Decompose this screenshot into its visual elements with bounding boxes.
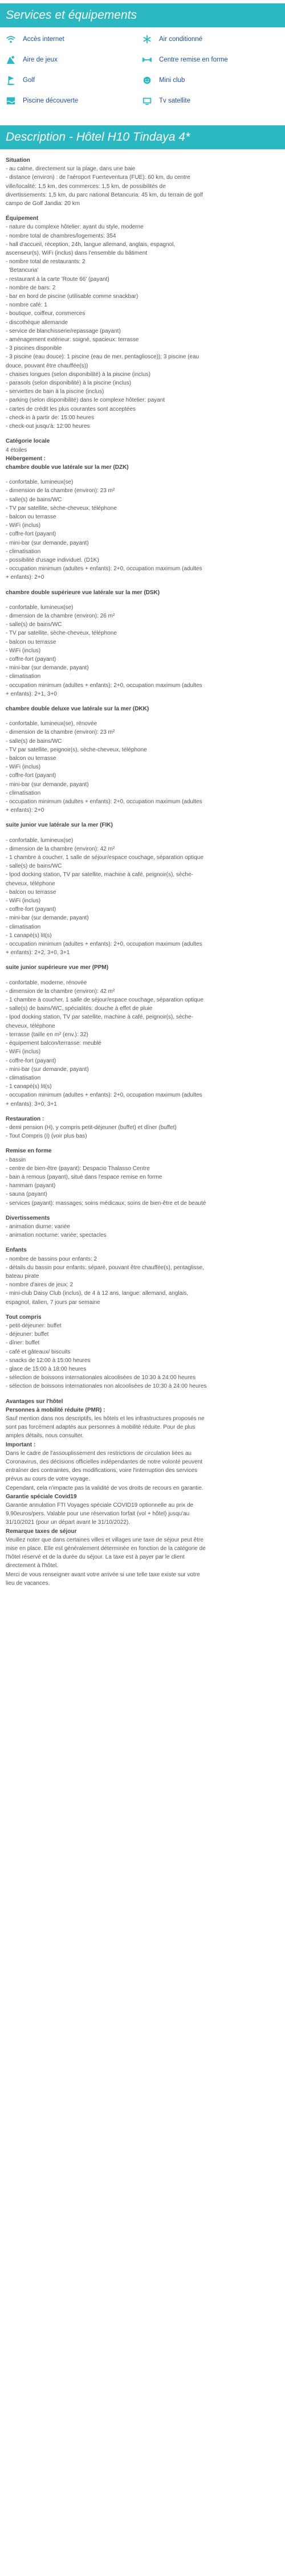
text-line: - au calme, directement sur la plage, dans une baie [6,166,136,173]
text-line: - nombre d'aires de jeux: 2 [6,1282,74,1289]
description-title: Description - Hôtel H10 Tindaya 4* [0,125,285,149]
text-line: - coffre-fort (payant) [6,1057,56,1064]
section-heading: chambre double vue latérale sur la mer (DZK) [6,464,129,471]
text-line: - confortable, lumineux(se) [6,604,74,611]
section-heading: Remise en forme [6,1148,52,1155]
text-line: - salle(s) de bains/WC [6,738,62,745]
text-line: - climatisation [6,790,41,796]
text-line: - sélection de boissons internationales non alcoolisées de 10:30 à 24:00 heures [6,1383,207,1390]
text-line: - climatisation [6,1074,41,1081]
text-line: cheveux, téléphone [6,880,55,887]
text-line: - 3 piscines disponible [6,345,62,352]
text-line: mise en place. Elle est généralement déterminée en fonction de la catégorie de [6,1545,206,1552]
text-line: - balcon ou terrasse [6,755,56,762]
text-line: - terrasse (taille en m² (env.): 32) [6,1031,88,1038]
section-heading: suite junior vue latérale sur la mer (FIK) [6,822,113,829]
text-line: - dimension de la chambre (environ): 42 m² [6,845,115,852]
tv-icon [142,96,152,106]
golf-icon [6,75,16,85]
text-line: - sauna (payant) [6,1191,47,1198]
text-line: 31/10/2021 (pour un départ avant le 31/10/2022). [6,1519,130,1526]
text-line: - WiFi (inclus) [6,898,41,905]
section-heading: suite junior supérieure vue mer (PPM) [6,964,109,971]
section-heading: Personnes à mobilité réduite (PMR) : [6,1406,105,1413]
spacer [6,472,279,478]
text-line: - confortable, lumineux(se) [6,837,74,844]
service-label: Tv satellite [159,97,190,104]
text-line: - 1 chambre à coucher, 1 salle de séjour/espace couchage, séparation optique [6,997,203,1004]
text-line: - WiFi (inclus) [6,647,41,654]
snowflake-icon [142,34,152,44]
text-line: espagnol, italien, 7 jours par semaine [6,1299,100,1306]
section-heading: Enfants [6,1247,27,1254]
text-line: ascenseur(s), WiFi (inclus) dans l'ensemble du bâtiment [6,250,148,257]
text-line: - TV par satellite, peignoir(s), sèche-cheveux, téléphone [6,746,147,753]
text-line: - mini-bar (sur demande, payant) [6,1066,89,1073]
text-line: - nature du complexe hôtelier: ayant du style, moderne [6,224,144,231]
text-line: - Ipod docking station, TV par satellite, machine à café, peignoir(s), sèche- [6,872,193,878]
text-line: - animation diurne: variée [6,1223,70,1230]
text-line: - mini-club Daisy Club (inclus), de 4 à 12 ans, langue: allemand, anglais, [6,1290,189,1297]
text-line: - coffre-fort (payant) [6,656,56,663]
text-line: 'Betancuria' [6,267,39,274]
service-item [142,96,278,106]
text-line: - dimension de la chambre (environ): 23 m² [6,729,115,736]
spacer [6,830,279,836]
text-line: - serviettes de bain à la piscine (inclus) [6,389,104,395]
text-line: - discothèque allemande [6,319,68,326]
spacer [6,1240,279,1246]
text-line: - dîner: buffet [6,1340,40,1347]
service-item [142,75,278,85]
description-section [0,125,285,1588]
text-line: - parking (selon disponibilité) dans le complexe hôtelier: payant [6,397,165,404]
text-line: - dimension de la chambre (environ): 26 m² [6,612,115,619]
text-line: - chaises longues (selon disponibilité) à la piscine (inclus) [6,371,151,378]
text-line: + enfants): 3+0, 3+1 [6,1101,57,1107]
text-line: amples détails, nous consulter. [6,1433,84,1440]
text-line: - WiFi (inclus) [6,522,41,529]
text-line: Cependant, cela n'impacte pas la validité de vos droits de recours en garantie. [6,1485,203,1491]
text-line: - petit-déjeuner: buffet [6,1322,62,1329]
dumbbell-icon [142,55,152,65]
section-heading: Divertissements [6,1215,50,1221]
text-line: - 3 piscine (eau douce): 1 piscine (eau de mer, pentagliosce)); 3 piscine (eau [6,354,199,361]
text-line: entraîner des contraintes, des modifications, voire l'interruption des services [6,1467,197,1474]
text-line: campo de Golf Jandia: 20 km [6,201,80,207]
text-line: Dans le cadre de l'assouplissement des restrictions de circulation liées au [6,1450,192,1457]
text-line: - mini-bar (sur demande, payant) [6,539,89,546]
spacer [6,1391,279,1397]
text-line: - boutique, coiffeur, commerces [6,310,85,317]
text-line: - service de blanchisserie/repassage (payant) [6,328,121,334]
service-item [142,55,278,65]
text-line: - occupation minimum (adultes + enfants): 2+0, occupation maximum (adultes [6,799,202,805]
text-line: + enfants): 2+2, 3+0, 3+1 [6,950,70,956]
text-line: - possibilité d'usage individuel. (D1K) [6,557,99,563]
text-line: - TV par satellite, sèche-cheveux, téléphone [6,505,117,512]
text-line: - détails du bassin pour enfants: séparé, pouvant être chauffée(s), pentaglisse, [6,1264,204,1271]
text-line: cheveux, téléphone [6,1023,55,1029]
text-line: - mini-bar (sur demande, payant) [6,781,89,788]
spacer [6,1307,279,1313]
text-line: - balcon ou terrasse [6,889,56,896]
section-heading: Remarque taxes de séjour [6,1528,77,1535]
text-line: - check-out jusqu'à: 12:00 heures [6,423,90,430]
text-line: + enfants): 2+0 [6,574,44,581]
section-heading: Situation [6,157,30,163]
text-line: - hammam (payant) [6,1183,56,1189]
text-line: - check-in à partir de: 15:00 heures [6,414,95,421]
service-item [6,55,142,65]
text-line: - WiFi (inclus) [6,1049,41,1056]
service-label: Piscine découverte [23,97,79,104]
spacer [6,815,279,821]
wifi-icon [6,34,16,44]
description-body [0,156,285,1588]
text-line: Veuillez noter que dans certaines villes et villages une taxe de séjour peut être [6,1536,203,1543]
text-line: - coffre-fort (payant) [6,531,56,538]
text-line: - animation nocturne: variée; spectacles [6,1232,107,1239]
text-line: sont pas forcément adaptés aux personnes à mobilité réduite. Pour de plus [6,1424,196,1431]
service-item [142,34,278,44]
text-line: bateau pirate [6,1273,39,1279]
text-line: - climatisation [6,548,41,555]
text-line: - balcon ou terrasse [6,639,56,645]
service-item [6,34,142,44]
text-line: - restaurant à la carte 'Route 66' (payant) [6,276,109,283]
text-line: - nombre café: 1 [6,302,47,309]
section-heading: Tout compris [6,1314,42,1320]
services-title: Services et équipements [0,3,285,27]
text-line: l'hôtel réservé et de la durée du séjour. La taxe est à payer par le client [6,1554,185,1561]
text-line: - Tout Compris (I) (voir plus bas) [6,1133,87,1140]
text-line: - bassin [6,1156,26,1163]
text-line: - occupation minimum (adultes + enfants): 2+0, occupation maximum (adultes [6,566,202,573]
text-line: 4 étoiles [6,447,27,453]
service-item [6,75,142,85]
section-heading: chambre double deluxe vue latérale sur la mer (DKK) [6,705,149,712]
text-line: - 1 canapé(s) lit(s) [6,1083,52,1090]
spacer [6,957,279,963]
text-line: - sélection de boissons internationales alcoolisées de 10:30 à 24:00 heures [6,1375,196,1381]
text-line: Sauf mention dans nos descriptifs, les hôtels et les infrastructures proposés ne [6,1416,205,1422]
text-line: - confortable, moderne, rénovée [6,979,87,986]
text-line: - nombre total de restaurants: 2 [6,259,85,265]
text-line: directement à l'hôtel. [6,1563,58,1569]
text-line: douce, pouvant être chauffée(s)) [6,362,88,369]
text-line: + enfants): 2+0 [6,807,44,814]
text-line: - hall d'accueil, réception, 24h, langue allemand, anglais, espagnol, [6,241,176,248]
spacer [6,431,279,437]
text-line: - bar en bord de piscine (utilisable comme snackbar) [6,293,139,300]
text-line: - centre de bien-être (payant): Despacio Thalasso Centre [6,1165,150,1172]
section-heading: Équipement [6,215,39,222]
section-heading: Avantages sur l'hôtel [6,1398,63,1405]
text-line: - snacks de 12:00 à 15:00 heures [6,1357,91,1364]
spacer [6,582,279,588]
service-label: Golf [23,77,35,84]
text-line: - demi pension (H), y compris petit-déjeuner (buffet) et dîner (buffet) [6,1124,177,1131]
service-label: Aire de jeux [23,56,58,63]
text-line: - coffre-fort (payant) [6,772,56,779]
text-line: - confortable, lumineux(se) [6,479,74,486]
text-line: prévus au cours de votre voyage. [6,1476,90,1483]
text-line: - cartes de crédit les plus courantes sont acceptées [6,406,136,412]
service-label: Mini club [159,77,185,84]
text-line: - équipement balcon/terrasse: meublé [6,1040,101,1047]
text-line: Coronavirus, des décisions officielles indépendantes de notre volonté peuvent [6,1459,203,1466]
section-heading: Hébergement : [6,455,46,462]
spacer [6,1140,279,1147]
text-line: - confortable, lumineux(se), rénovée [6,721,97,727]
text-line: - salle(s) de bains/WC [6,863,62,870]
pool-icon [6,96,16,106]
text-line: - TV par satellite, sèche-cheveux, téléphone [6,630,117,637]
spacer [6,597,279,603]
spacer [6,713,279,719]
text-line: - nombre de bars: 2 [6,284,56,291]
text-line: - salle(s) de bains/WC, spécialités: douche à effet de pluie [6,1005,153,1012]
text-line: - salle(s) de bains/WC [6,621,62,628]
text-line: - dimension de la chambre (environ): 42 m² [6,988,115,995]
services-section [0,3,285,115]
text-line: - mini-bar (sur demande, payant) [6,915,89,922]
text-line: - aménagement extérieur: soigné, spacieux: terrasse [6,337,139,344]
text-line: - dimension de la chambre (environ): 23 m² [6,488,115,494]
text-line: - coffre-fort (payant) [6,906,56,913]
spacer [6,972,279,979]
spacer [6,208,279,214]
text-line: - bain à remous (payant), situé dans l'espace remise en forme [6,1173,162,1180]
text-line: - occupation minimum (adultes + enfants): 2+0, occupation maximum (adultes [6,682,202,689]
text-line: - nombre total de chambres/logements: 354 [6,232,116,239]
playground-icon [6,55,16,65]
text-line: - balcon ou terrasse [6,513,56,520]
text-line: - salle(s) de bains/WC [6,496,62,503]
text-line: + enfants): 2+1, 3+0 [6,690,57,697]
text-line: lieu de vacances. [6,1580,50,1587]
text-line: ville/localité: 1,5 km, des commerces: 1,5 km, de possibilités de [6,183,166,190]
text-line: - occupation minimum (adultes + enfants): 2+0, occupation maximum (adultes [6,1092,202,1099]
text-line: - WiFi (inclus) [6,764,41,771]
section-heading: Restauration : [6,1115,44,1122]
text-line: - 1 chambre à coucher, 1 salle de séjour/espace couchage, séparation optique [6,854,203,861]
text-line: Merci de vous renseigner avant votre arrivée si une telle taxe existe sur votre [6,1571,200,1578]
service-label: Accès internet [23,36,64,43]
section-heading: Garantie spéciale Covid19 [6,1493,77,1500]
section-heading: Important : [6,1441,36,1448]
text-line: - déjeuner: buffet [6,1331,49,1338]
mini-club-icon [142,75,152,85]
text-line: - climatisation [6,923,41,930]
text-line: - café et gâteaux/ biscuits [6,1348,71,1355]
text-line: divertissements: 1,5 km, du parc national Betancuria: 45 km, du terrain de golf [6,191,203,198]
text-line: - mini-bar (sur demande, payant) [6,665,89,672]
section-heading: chambre double supérieure vue latérale sur la mer (DSK) [6,589,160,596]
service-label: Centre remise en forme [159,56,228,63]
text-line: - glace de 15:00 à 18:00 heures [6,1366,87,1372]
spacer [6,698,279,705]
text-line: - nombre de bassins pour enfants: 2 [6,1256,97,1262]
text-line: - services (payant): massages; soins médicaux; soins de bien-être et de beauté [6,1200,206,1207]
spacer [6,1208,279,1214]
text-line: - distance (environ) : de l'aéroport Fuerteventura (FUE): 60 km, du centre [6,174,190,181]
spacer [6,1109,279,1115]
text-line: Garantie annulation FTI Voyages spéciale COVID19 optionnelle au prix de [6,1502,194,1509]
text-line: - 1 canapé(s) lit(s) [6,932,52,939]
service-item [6,96,142,106]
services-grid [0,34,285,115]
text-line: - Ipod docking station, TV par satellite, machine à café, peignoir(s), sèche- [6,1014,193,1021]
text-line: 9,90euros/pers. Valable pour une réservation forfait (vol + hôtel) jusqu'au [6,1511,190,1518]
text-line: - parasols (selon disponibilité) à la piscine (inclus) [6,380,132,387]
text-line: - occupation minimum (adultes + enfants): 2+0, occupation maximum (adultes [6,941,202,948]
service-label: Air conditionné [159,36,203,43]
section-heading: Catégorie locale [6,438,50,445]
text-line: - climatisation [6,673,41,680]
